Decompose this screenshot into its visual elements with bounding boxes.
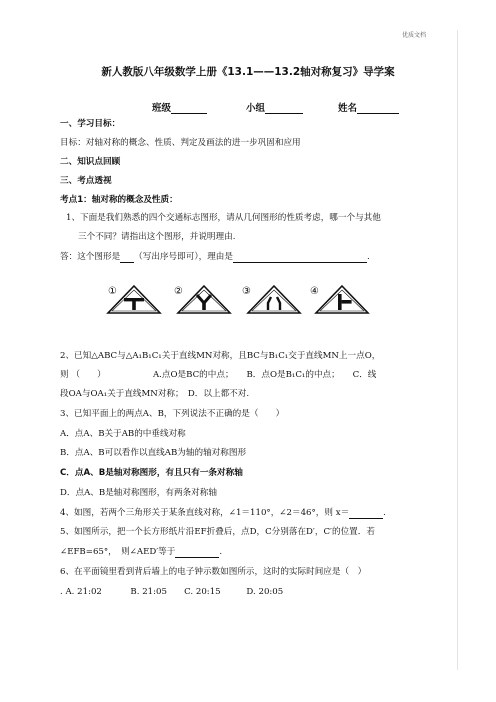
q2-line2: 则 （ ） A.点O是BC的中点； B．点O是B₁C₁的中点； C．线 bbox=[60, 370, 377, 380]
q5-line2 bbox=[60, 546, 222, 558]
class-label: 班级 bbox=[152, 103, 172, 114]
q5-blank bbox=[175, 546, 219, 558]
q3-option-a: A．点A、B关于AB的中垂线对称 bbox=[60, 429, 186, 439]
q5-line1: 5、如图所示，把一个长方形纸片沿EF折叠后，点D，C分别落在D′，C′的位置．若 bbox=[60, 527, 375, 537]
name-label: 姓名 bbox=[338, 103, 358, 114]
page-header: 优质文档 bbox=[401, 32, 426, 39]
sign-2 bbox=[178, 286, 230, 313]
q2-line3: 段OA与OA₁关于直线MN对称； D．以上都不对. bbox=[60, 389, 250, 399]
class-blank bbox=[171, 102, 207, 114]
q1-number-blank bbox=[120, 251, 134, 263]
q3-option-b: B．点A、B可以看作以直线AB为轴的轴对称图形 bbox=[60, 448, 247, 458]
q1-line1: 1、下面是我们熟悉的四个交通标志图形，请从几何图形的性质考虑，哪一个与其他 bbox=[66, 213, 381, 223]
group-blank bbox=[265, 102, 303, 114]
q2-line1: 2、已知△ABC与△A₁B₁C₁关于直线MN对称，且BC与B₁C₁交于直线MN上一点O， bbox=[60, 351, 381, 361]
section-2-heading: 二、知识点回顾 bbox=[60, 157, 121, 167]
margin-line bbox=[457, 30, 458, 670]
q1-line2: 三个不同？请指出这个图形，并说明理由. bbox=[78, 232, 236, 242]
point-1-heading: 考点1：轴对称的概念及性质： bbox=[60, 195, 178, 205]
section-1-heading: 一、学习目标： bbox=[60, 119, 121, 129]
q1-answer bbox=[60, 251, 370, 263]
sign-4-label: ④ bbox=[310, 286, 319, 297]
sign-4 bbox=[316, 286, 368, 313]
q6-options: . A. 21:02 B. 21:05 C. 20:15 D. 20:05 bbox=[60, 587, 284, 597]
page-title: 新人教版八年级数学上册《13.1——13.2轴对称复习》导学案 bbox=[101, 66, 395, 78]
section-1-text: 目标：对轴对称的概念、性质、判定及画法的进一步巩固和应用 bbox=[60, 138, 301, 148]
q6-stem: 6、在平面镜里看到背后墙上的电子钟示数如图所示，这时的实际时间应是（ ） bbox=[60, 567, 367, 577]
q4-text: 4、如图，若两个三角形关于某条直线对称，∠1＝110°，∠2＝46°，则 x＝ bbox=[60, 508, 350, 518]
q5-line2-end: . bbox=[219, 547, 223, 557]
q5-line2-text: ∠EFB=65°， 则∠AED′等于 bbox=[60, 547, 176, 557]
q1-answer-c: . bbox=[367, 252, 370, 262]
name-blank bbox=[357, 102, 399, 114]
traffic-signs bbox=[100, 282, 380, 316]
section-3-heading: 三、考点透视 bbox=[60, 176, 112, 186]
q1-answer-a: 答：这个图形是 bbox=[60, 252, 121, 262]
q3-option-d: D．点A、B是轴对称图形，有两条对称轴 bbox=[60, 488, 217, 498]
sign-3-label: ③ bbox=[242, 286, 251, 297]
sign-3 bbox=[248, 286, 300, 313]
q4-line bbox=[60, 507, 386, 519]
q1-answer-b: （写出序号即可），理由是 bbox=[134, 252, 233, 262]
q1-reason-blank bbox=[233, 251, 367, 263]
q3-stem: 3、已知平面上的两点A、B，下列说法不正确的是（ ） bbox=[60, 409, 285, 419]
q3-option-c: C．点A、B是轴对称图形，有且只有一条对称轴 bbox=[60, 468, 243, 478]
q4-end: . bbox=[383, 508, 386, 518]
sign-2-label: ② bbox=[174, 286, 183, 297]
group-label: 小组 bbox=[246, 103, 266, 114]
group-field bbox=[246, 100, 303, 114]
class-field bbox=[152, 100, 207, 114]
sign-1-label: ① bbox=[108, 286, 117, 297]
q4-blank bbox=[349, 507, 383, 519]
name-field bbox=[338, 100, 399, 114]
